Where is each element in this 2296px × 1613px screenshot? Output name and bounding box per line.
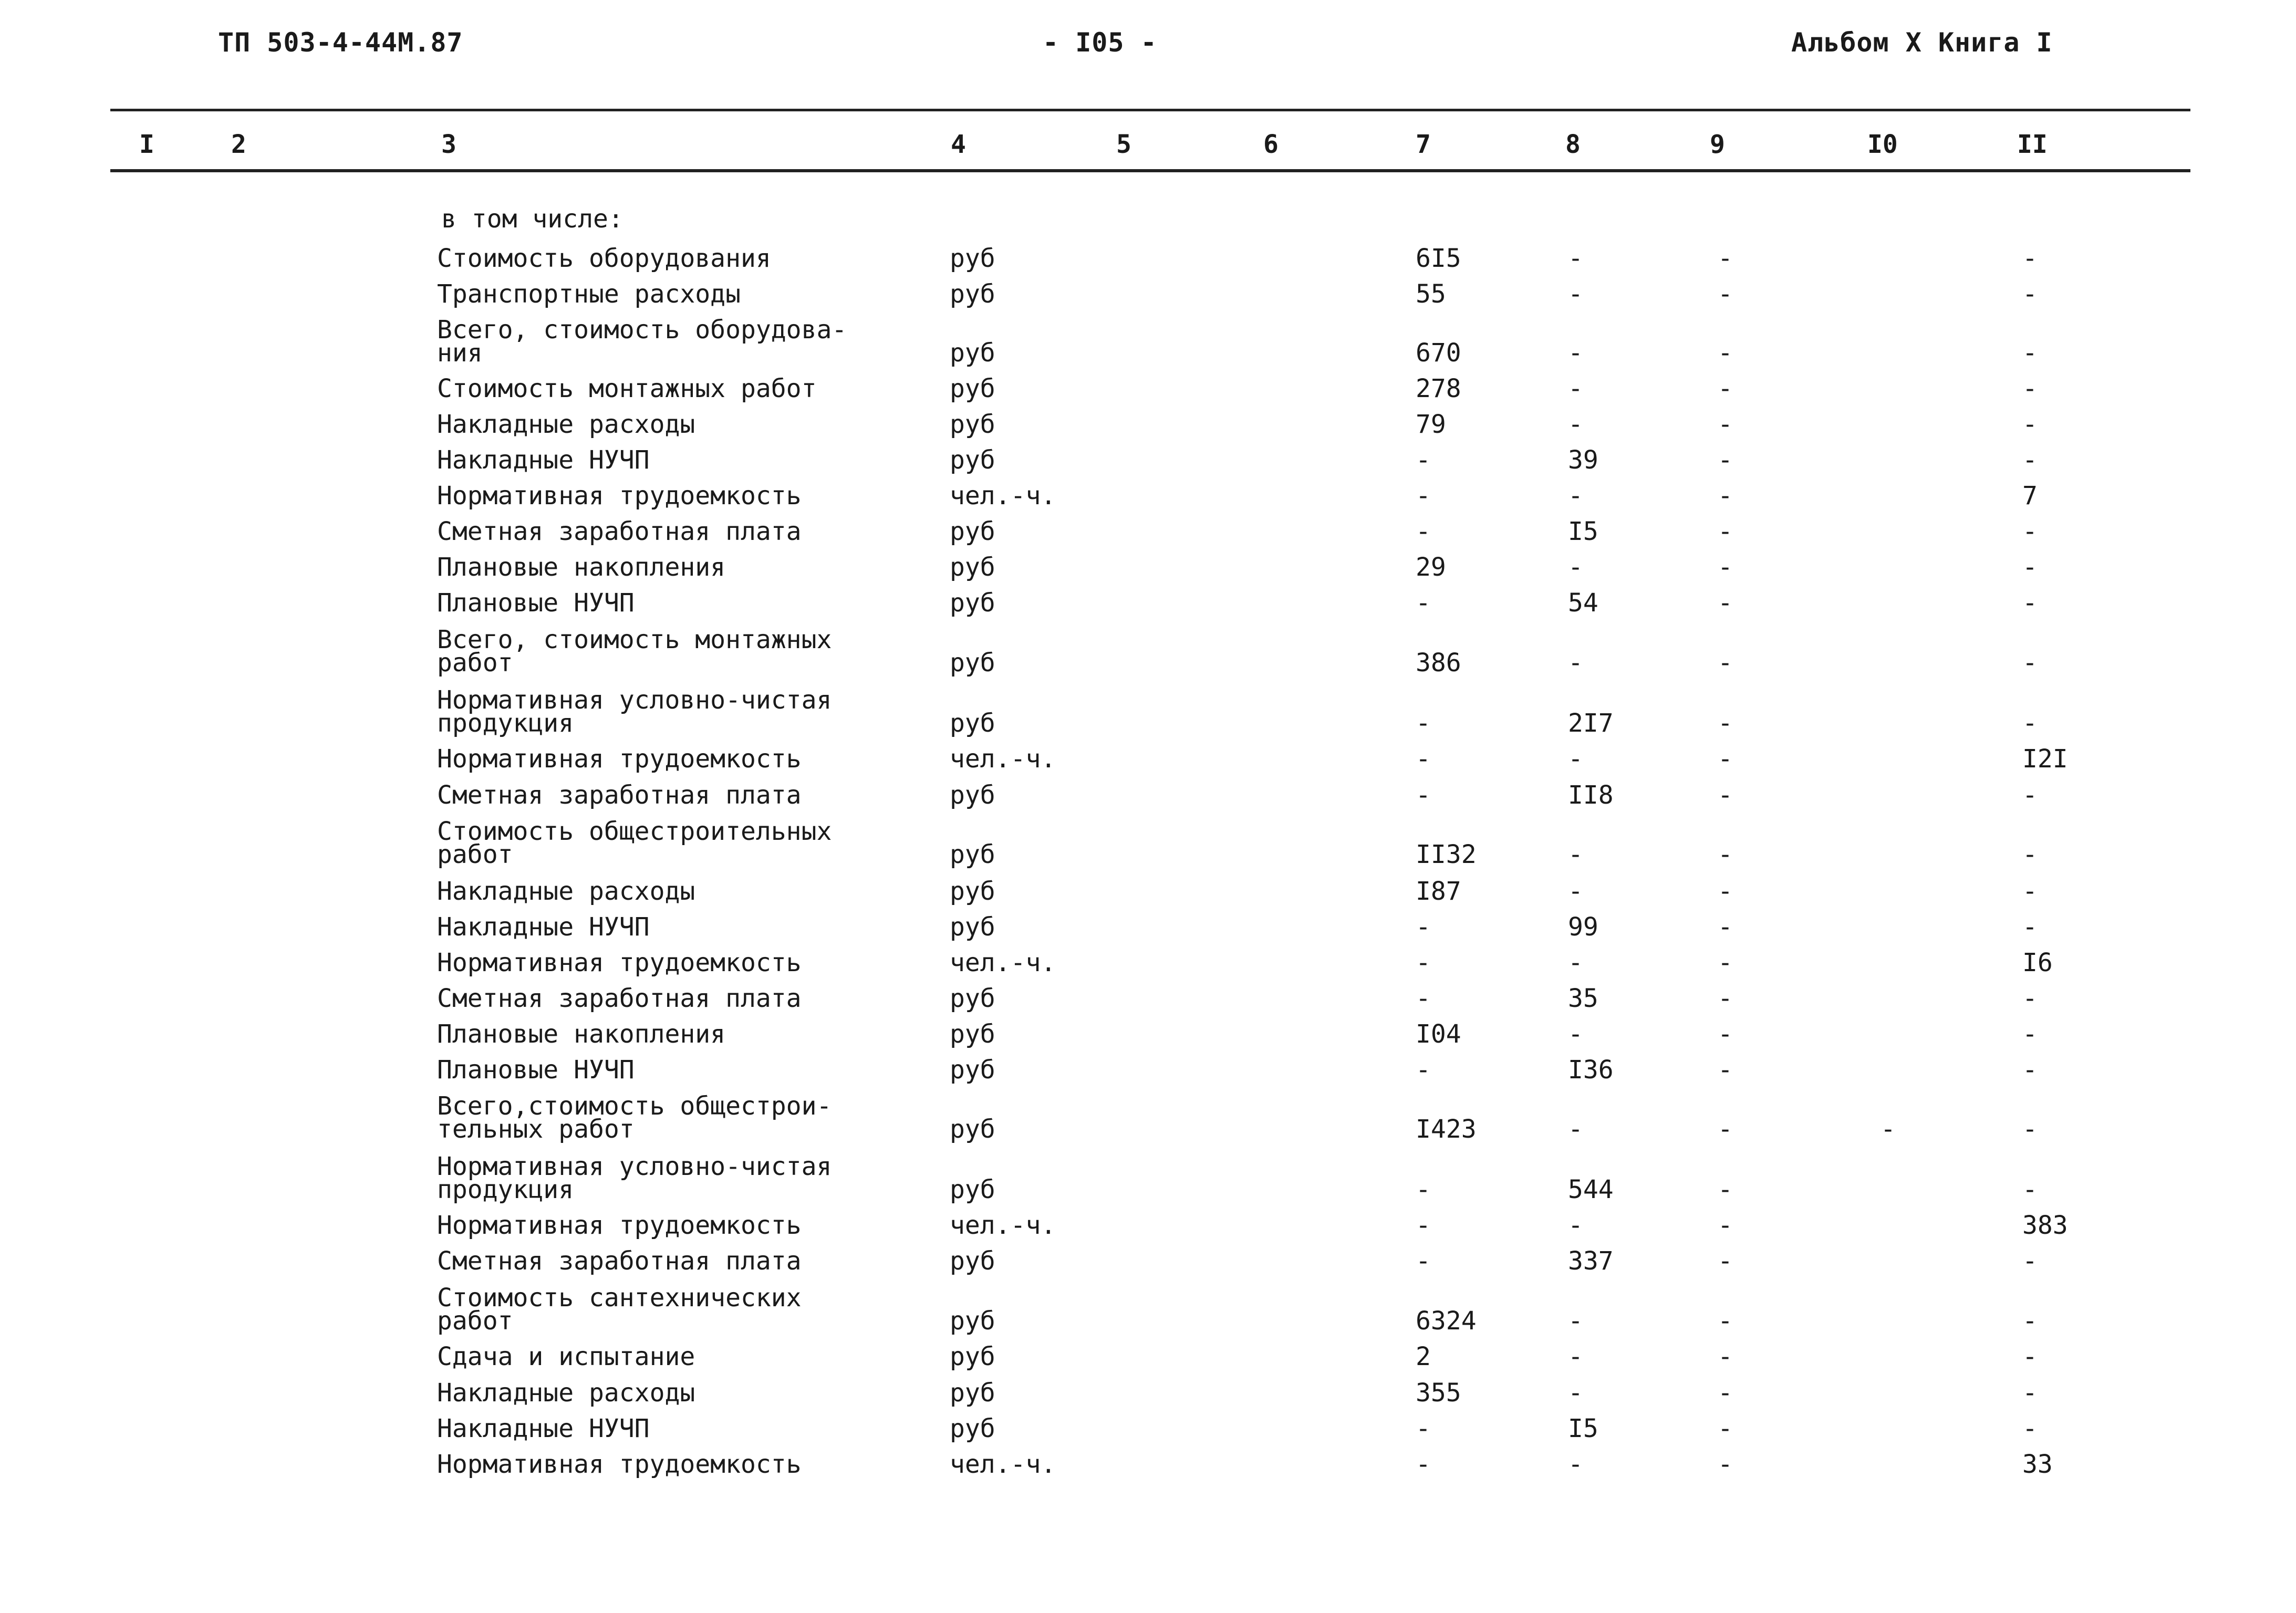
- column-header: I0: [1867, 130, 1898, 159]
- intro-text: в том числе:: [441, 204, 624, 234]
- cell-col-8: -: [1568, 1019, 1583, 1049]
- cell-col-9: -: [1718, 948, 1733, 977]
- row-label: Плановые НУЧП: [437, 1055, 635, 1085]
- cell-col-7: -: [1416, 948, 1431, 977]
- row-label: Нормативная трудоемкость: [437, 744, 802, 774]
- cell-col-11: -: [2022, 1342, 2038, 1371]
- cell-col-7: -: [1416, 481, 1431, 511]
- row-unit: руб: [950, 553, 995, 582]
- row-label: Сметная заработная плата: [437, 984, 802, 1013]
- cell-col-8: -: [1568, 1306, 1583, 1336]
- row-unit: руб: [950, 374, 995, 403]
- row-unit: руб: [950, 517, 995, 546]
- cell-col-11: -: [2022, 517, 2038, 546]
- row-unit: руб: [950, 709, 995, 738]
- page-number: - I05 -: [1043, 27, 1157, 58]
- cell-col-8: -: [1568, 410, 1583, 439]
- cell-col-9: -: [1718, 279, 1733, 309]
- cell-col-7: II32: [1416, 840, 1477, 869]
- cell-col-8: 54: [1568, 588, 1598, 618]
- row-label: Стоимость сантехнических работ: [437, 1283, 802, 1336]
- column-header: 9: [1710, 130, 1725, 159]
- cell-col-9: -: [1718, 1175, 1733, 1204]
- cell-col-11: 33: [2022, 1450, 2053, 1479]
- cell-col-11: -: [2022, 709, 2038, 738]
- cell-col-11: 383: [2022, 1211, 2068, 1240]
- cell-col-7: 670: [1416, 338, 1461, 368]
- row-unit: чел.-ч.: [950, 948, 1056, 977]
- cell-col-7: -: [1416, 1414, 1431, 1443]
- cell-col-8: 39: [1568, 445, 1598, 475]
- cell-col-8: -: [1568, 1450, 1583, 1479]
- row-label: Нормативная трудоемкость: [437, 1211, 802, 1240]
- cell-col-7: -: [1416, 709, 1431, 738]
- cell-col-7: -: [1416, 1246, 1431, 1276]
- cell-col-11: -: [2022, 648, 2038, 678]
- row-label: Сметная заработная плата: [437, 781, 802, 810]
- cell-col-11: -: [2022, 374, 2038, 403]
- cell-col-8: -: [1568, 481, 1583, 511]
- row-label: Сметная заработная плата: [437, 517, 802, 546]
- cell-col-9: -: [1718, 1211, 1733, 1240]
- row-unit: руб: [950, 1019, 995, 1049]
- row-label: Накладные расходы: [437, 1378, 695, 1408]
- row-label: Всего, стоимость оборудова- ния: [437, 315, 847, 368]
- cell-col-7: -: [1416, 1450, 1431, 1479]
- cell-col-11: -: [2022, 445, 2038, 475]
- row-unit: чел.-ч.: [950, 481, 1056, 511]
- row-label: Стоимость оборудования: [437, 244, 771, 273]
- cell-col-9: -: [1718, 445, 1733, 475]
- cell-col-9: -: [1718, 1055, 1733, 1085]
- cell-col-8: I36: [1568, 1055, 1614, 1085]
- document-code: ТП 503-4-44М.87: [218, 27, 463, 58]
- cell-col-9: -: [1718, 1306, 1733, 1336]
- cell-col-7: -: [1416, 445, 1431, 475]
- column-header: 5: [1116, 130, 1131, 159]
- cell-col-11: -: [2022, 588, 2038, 618]
- row-unit: руб: [950, 912, 995, 942]
- cell-col-7: -: [1416, 1175, 1431, 1204]
- cell-col-7: -: [1416, 517, 1431, 546]
- cell-col-11: -: [2022, 244, 2038, 273]
- cell-col-7: I423: [1416, 1115, 1477, 1144]
- row-label: Транспортные расходы: [437, 279, 741, 309]
- cell-col-11: -: [2022, 410, 2038, 439]
- cell-col-11: -: [2022, 1055, 2038, 1085]
- cell-col-10: -: [1881, 1115, 1896, 1144]
- column-header: 3: [441, 130, 456, 159]
- cell-col-7: -: [1416, 1055, 1431, 1085]
- cell-col-8: I5: [1568, 517, 1598, 546]
- cell-col-8: -: [1568, 744, 1583, 774]
- row-unit: руб: [950, 781, 995, 810]
- row-unit: руб: [950, 1246, 995, 1276]
- cell-col-7: -: [1416, 984, 1431, 1013]
- cell-col-9: -: [1718, 517, 1733, 546]
- row-unit: руб: [950, 1306, 995, 1336]
- row-unit: руб: [950, 877, 995, 906]
- row-label: Всего,стоимость общестрои- тельных работ: [437, 1091, 832, 1144]
- column-header: 8: [1565, 130, 1581, 159]
- cell-col-8: -: [1568, 279, 1583, 309]
- cell-col-11: -: [2022, 840, 2038, 869]
- cell-col-9: -: [1718, 1342, 1733, 1371]
- row-unit: руб: [950, 1115, 995, 1144]
- cell-col-7: -: [1416, 912, 1431, 942]
- row-label: Стоимость монтажных работ: [437, 374, 817, 403]
- row-label: Сметная заработная плата: [437, 1246, 802, 1276]
- cell-col-8: 35: [1568, 984, 1598, 1013]
- cell-col-11: I2I: [2022, 744, 2068, 774]
- cell-col-7: 6I5: [1416, 244, 1461, 273]
- row-label: Нормативная трудоемкость: [437, 948, 802, 977]
- cell-col-8: 544: [1568, 1175, 1614, 1204]
- row-label: Плановые НУЧП: [437, 588, 635, 618]
- cell-col-8: -: [1568, 244, 1583, 273]
- row-label: Накладные НУЧП: [437, 445, 650, 475]
- column-header: 6: [1263, 130, 1279, 159]
- cell-col-7: -: [1416, 744, 1431, 774]
- row-unit: руб: [950, 1055, 995, 1085]
- cell-col-11: -: [2022, 1414, 2038, 1443]
- cell-col-9: -: [1718, 912, 1733, 942]
- cell-col-8: -: [1568, 1342, 1583, 1371]
- column-header: II: [2017, 130, 2048, 159]
- cell-col-11: -: [2022, 553, 2038, 582]
- cell-col-8: 2I7: [1568, 709, 1614, 738]
- cell-col-7: 55: [1416, 279, 1446, 309]
- cell-col-9: -: [1718, 1450, 1733, 1479]
- column-header: 7: [1416, 130, 1431, 159]
- row-unit: руб: [950, 338, 995, 368]
- cell-col-8: -: [1568, 553, 1583, 582]
- cell-col-8: -: [1568, 1378, 1583, 1408]
- cell-col-7: 79: [1416, 410, 1446, 439]
- cell-col-7: I04: [1416, 1019, 1461, 1049]
- cell-col-9: -: [1718, 1246, 1733, 1276]
- cell-col-7: -: [1416, 781, 1431, 810]
- cell-col-8: -: [1568, 648, 1583, 678]
- row-unit: руб: [950, 445, 995, 475]
- cell-col-7: 355: [1416, 1378, 1461, 1408]
- cell-col-11: -: [2022, 1246, 2038, 1276]
- row-unit: руб: [950, 984, 995, 1013]
- cell-col-9: -: [1718, 1378, 1733, 1408]
- row-label: Плановые накопления: [437, 1019, 726, 1049]
- row-unit: чел.-ч.: [950, 1211, 1056, 1240]
- row-label: Накладные расходы: [437, 877, 695, 906]
- row-unit: чел.-ч.: [950, 744, 1056, 774]
- cell-col-8: II8: [1568, 781, 1614, 810]
- cell-col-9: -: [1718, 877, 1733, 906]
- cell-col-9: -: [1718, 1019, 1733, 1049]
- cell-col-9: -: [1718, 840, 1733, 869]
- cell-col-9: -: [1718, 481, 1733, 511]
- cell-col-11: -: [2022, 1175, 2038, 1204]
- cell-col-11: -: [2022, 877, 2038, 906]
- cell-col-9: -: [1718, 374, 1733, 403]
- cell-col-11: -: [2022, 781, 2038, 810]
- row-label: Стоимость общестроительных работ: [437, 817, 832, 869]
- column-header: 2: [231, 130, 246, 159]
- row-unit: руб: [950, 1175, 995, 1204]
- column-header: I: [139, 130, 154, 159]
- column-header: 4: [951, 130, 966, 159]
- header-bottom-rule: [110, 169, 2190, 172]
- cell-col-7: 386: [1416, 648, 1461, 678]
- row-label: Плановые накопления: [437, 553, 726, 582]
- cell-col-11: -: [2022, 1306, 2038, 1336]
- row-label: Нормативная трудоемкость: [437, 1450, 802, 1479]
- cell-col-8: -: [1568, 1211, 1583, 1240]
- cell-col-7: 278: [1416, 374, 1461, 403]
- cell-col-9: -: [1718, 744, 1733, 774]
- row-unit: руб: [950, 840, 995, 869]
- row-unit: руб: [950, 1378, 995, 1408]
- cell-col-9: -: [1718, 648, 1733, 678]
- row-label: Нормативная трудоемкость: [437, 481, 802, 511]
- row-label: Всего, стоимость монтажных работ: [437, 625, 832, 678]
- row-unit: руб: [950, 648, 995, 678]
- cell-col-11: 7: [2022, 481, 2038, 511]
- cell-col-11: -: [2022, 1115, 2038, 1144]
- cell-col-8: -: [1568, 374, 1583, 403]
- cell-col-9: -: [1718, 1414, 1733, 1443]
- cell-col-9: -: [1718, 1115, 1733, 1144]
- cell-col-11: -: [2022, 1019, 2038, 1049]
- row-unit: руб: [950, 244, 995, 273]
- cell-col-8: 99: [1568, 912, 1598, 942]
- row-unit: руб: [950, 410, 995, 439]
- cell-col-9: -: [1718, 244, 1733, 273]
- row-unit: руб: [950, 279, 995, 309]
- cell-col-8: -: [1568, 1115, 1583, 1144]
- cell-col-9: -: [1718, 410, 1733, 439]
- header-top-rule: [110, 109, 2190, 111]
- row-label: Нормативная условно-чистая продукция: [437, 685, 832, 738]
- column-header-row: [0, 130, 2296, 161]
- cell-col-7: 6324: [1416, 1306, 1477, 1336]
- row-label: Накладные НУЧП: [437, 1414, 650, 1443]
- cell-col-7: I87: [1416, 877, 1461, 906]
- cell-col-11: -: [2022, 1378, 2038, 1408]
- row-label: Накладные НУЧП: [437, 912, 650, 942]
- cell-col-11: -: [2022, 279, 2038, 309]
- row-unit: чел.-ч.: [950, 1450, 1056, 1479]
- cell-col-9: -: [1718, 781, 1733, 810]
- cell-col-11: -: [2022, 912, 2038, 942]
- cell-col-7: -: [1416, 1211, 1431, 1240]
- cell-col-9: -: [1718, 588, 1733, 618]
- row-label: Нормативная условно-чистая продукция: [437, 1152, 832, 1204]
- cell-col-9: -: [1718, 553, 1733, 582]
- cell-col-8: 337: [1568, 1246, 1614, 1276]
- cell-col-7: 29: [1416, 553, 1446, 582]
- cell-col-8: I5: [1568, 1414, 1598, 1443]
- cell-col-9: -: [1718, 984, 1733, 1013]
- cell-col-8: -: [1568, 877, 1583, 906]
- cell-col-11: I6: [2022, 948, 2053, 977]
- cell-col-11: -: [2022, 984, 2038, 1013]
- row-unit: руб: [950, 1414, 995, 1443]
- row-label: Сдача и испытание: [437, 1342, 695, 1371]
- row-label: Накладные расходы: [437, 410, 695, 439]
- album-reference: Альбом X Книга I: [1791, 27, 2053, 58]
- cell-col-8: -: [1568, 840, 1583, 869]
- cell-col-7: -: [1416, 588, 1431, 618]
- cell-col-8: -: [1568, 338, 1583, 368]
- cell-col-9: -: [1718, 709, 1733, 738]
- cell-col-11: -: [2022, 338, 2038, 368]
- row-unit: руб: [950, 588, 995, 618]
- cell-col-9: -: [1718, 338, 1733, 368]
- row-unit: руб: [950, 1342, 995, 1371]
- cell-col-7: 2: [1416, 1342, 1431, 1371]
- cell-col-8: -: [1568, 948, 1583, 977]
